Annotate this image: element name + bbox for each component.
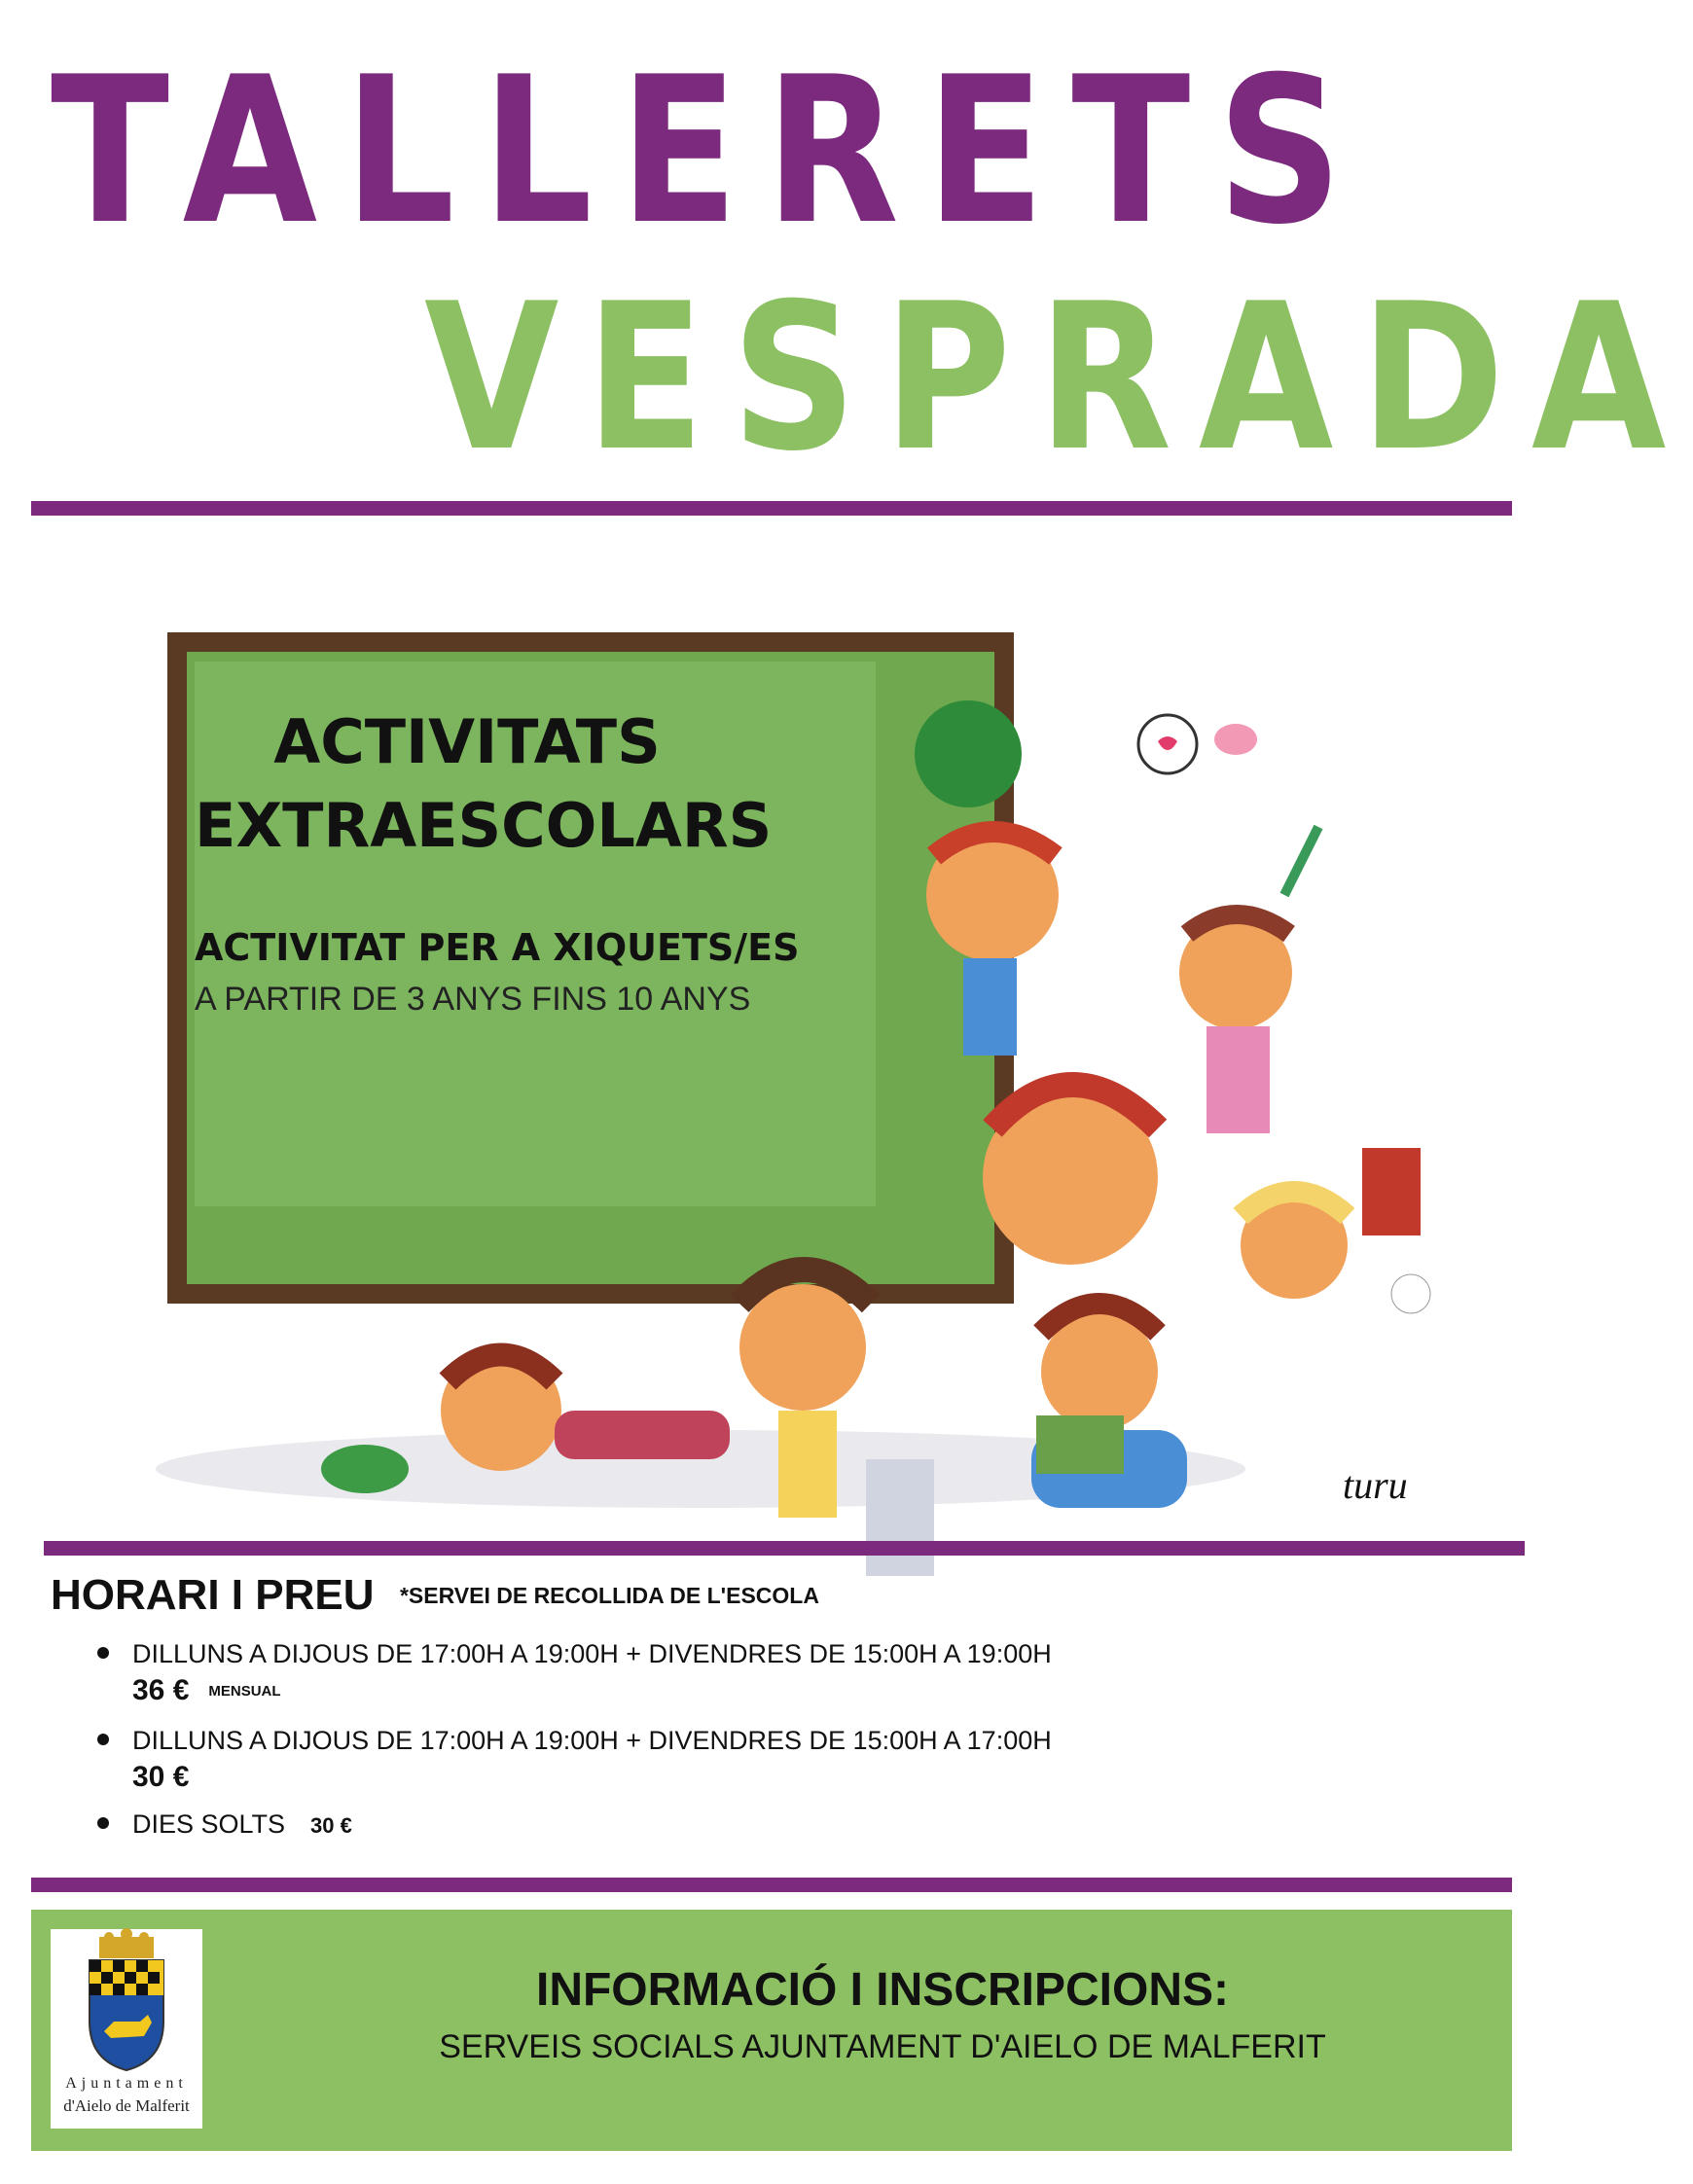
board-title: ACTIVITATS EXTRAESCOLARS [195, 706, 773, 861]
municipal-logo [51, 1929, 202, 2129]
board-age-range: A PARTIR DE 3 ANYS FINS 10 ANYS [195, 981, 751, 1018]
schedule-item-2-price [97, 1757, 1168, 1798]
schedule-item-1 [97, 1637, 1168, 1670]
title-line-2: VESPRADA [424, 261, 1693, 496]
coat-of-arms-icon [51, 1929, 202, 2075]
logo-text-line2: d'Aielo de Malferit [63, 2096, 190, 2115]
bullet-icon [97, 1817, 109, 1829]
bullet-icon [97, 1734, 109, 1745]
schedule-note: *SERVEI DE RECOLLIDA DE L'ESCOLA [399, 1583, 819, 1608]
bullet-icon [97, 1647, 109, 1659]
bird-icon [1214, 724, 1257, 755]
schedule-item-text: DILLUNS A DIJOUS DE 17:00H A 19:00H + DIVENDRES DE 15:00H A 17:00H [132, 1726, 1052, 1755]
divider-top [31, 501, 1512, 516]
info-subtitle: SERVEIS SOCIALS AJUNTAMENT D'AIELO DE MALFERIT [439, 2028, 1326, 2065]
child-blonde [1241, 1192, 1348, 1299]
schedule-list [97, 1637, 1168, 1843]
child-center-redhair [983, 1085, 1158, 1265]
board-text [195, 700, 800, 1019]
price-period: MENSUAL [208, 1683, 281, 1700]
price-value: 30 € [132, 1761, 190, 1793]
child-blocks [739, 1270, 934, 1576]
schedule-title: HORARI I PREU [51, 1571, 375, 1619]
puppet-toy [1362, 1148, 1421, 1235]
bunny-toy [1391, 1274, 1430, 1313]
schedule-item-2 [97, 1724, 1168, 1757]
schedule-header [51, 1571, 819, 1620]
schedule-item-text: DIES SOLTS [132, 1809, 286, 1839]
child-reading [1031, 1304, 1187, 1508]
title-line-1: TALLERETS [51, 34, 1370, 269]
price-value: 30 € [310, 1813, 352, 1838]
price-value: 36 € [132, 1674, 190, 1706]
schedule-item-3 [97, 1808, 1168, 1843]
board-subtitle: ACTIVITAT PER A XIQUETS/ES [195, 926, 800, 969]
schedule-item-text: DILLUNS A DIJOUS DE 17:00H A 19:00H + DIVENDRES DE 15:00H A 19:00H [132, 1639, 1052, 1668]
divider-bottom [31, 1878, 1512, 1892]
info-block [274, 1963, 1491, 2066]
child-feather [1179, 827, 1318, 1133]
info-title: INFORMACIÓ I INSCRIPCIONS: [535, 1964, 1229, 2016]
illustrator-signature: turu [1343, 1463, 1408, 1507]
schedule-item-1-price [97, 1670, 1168, 1712]
footer-banner [31, 1910, 1512, 2151]
logo-text-line1: Ajuntament [65, 2075, 188, 2092]
divider-middle [44, 1541, 1525, 1556]
